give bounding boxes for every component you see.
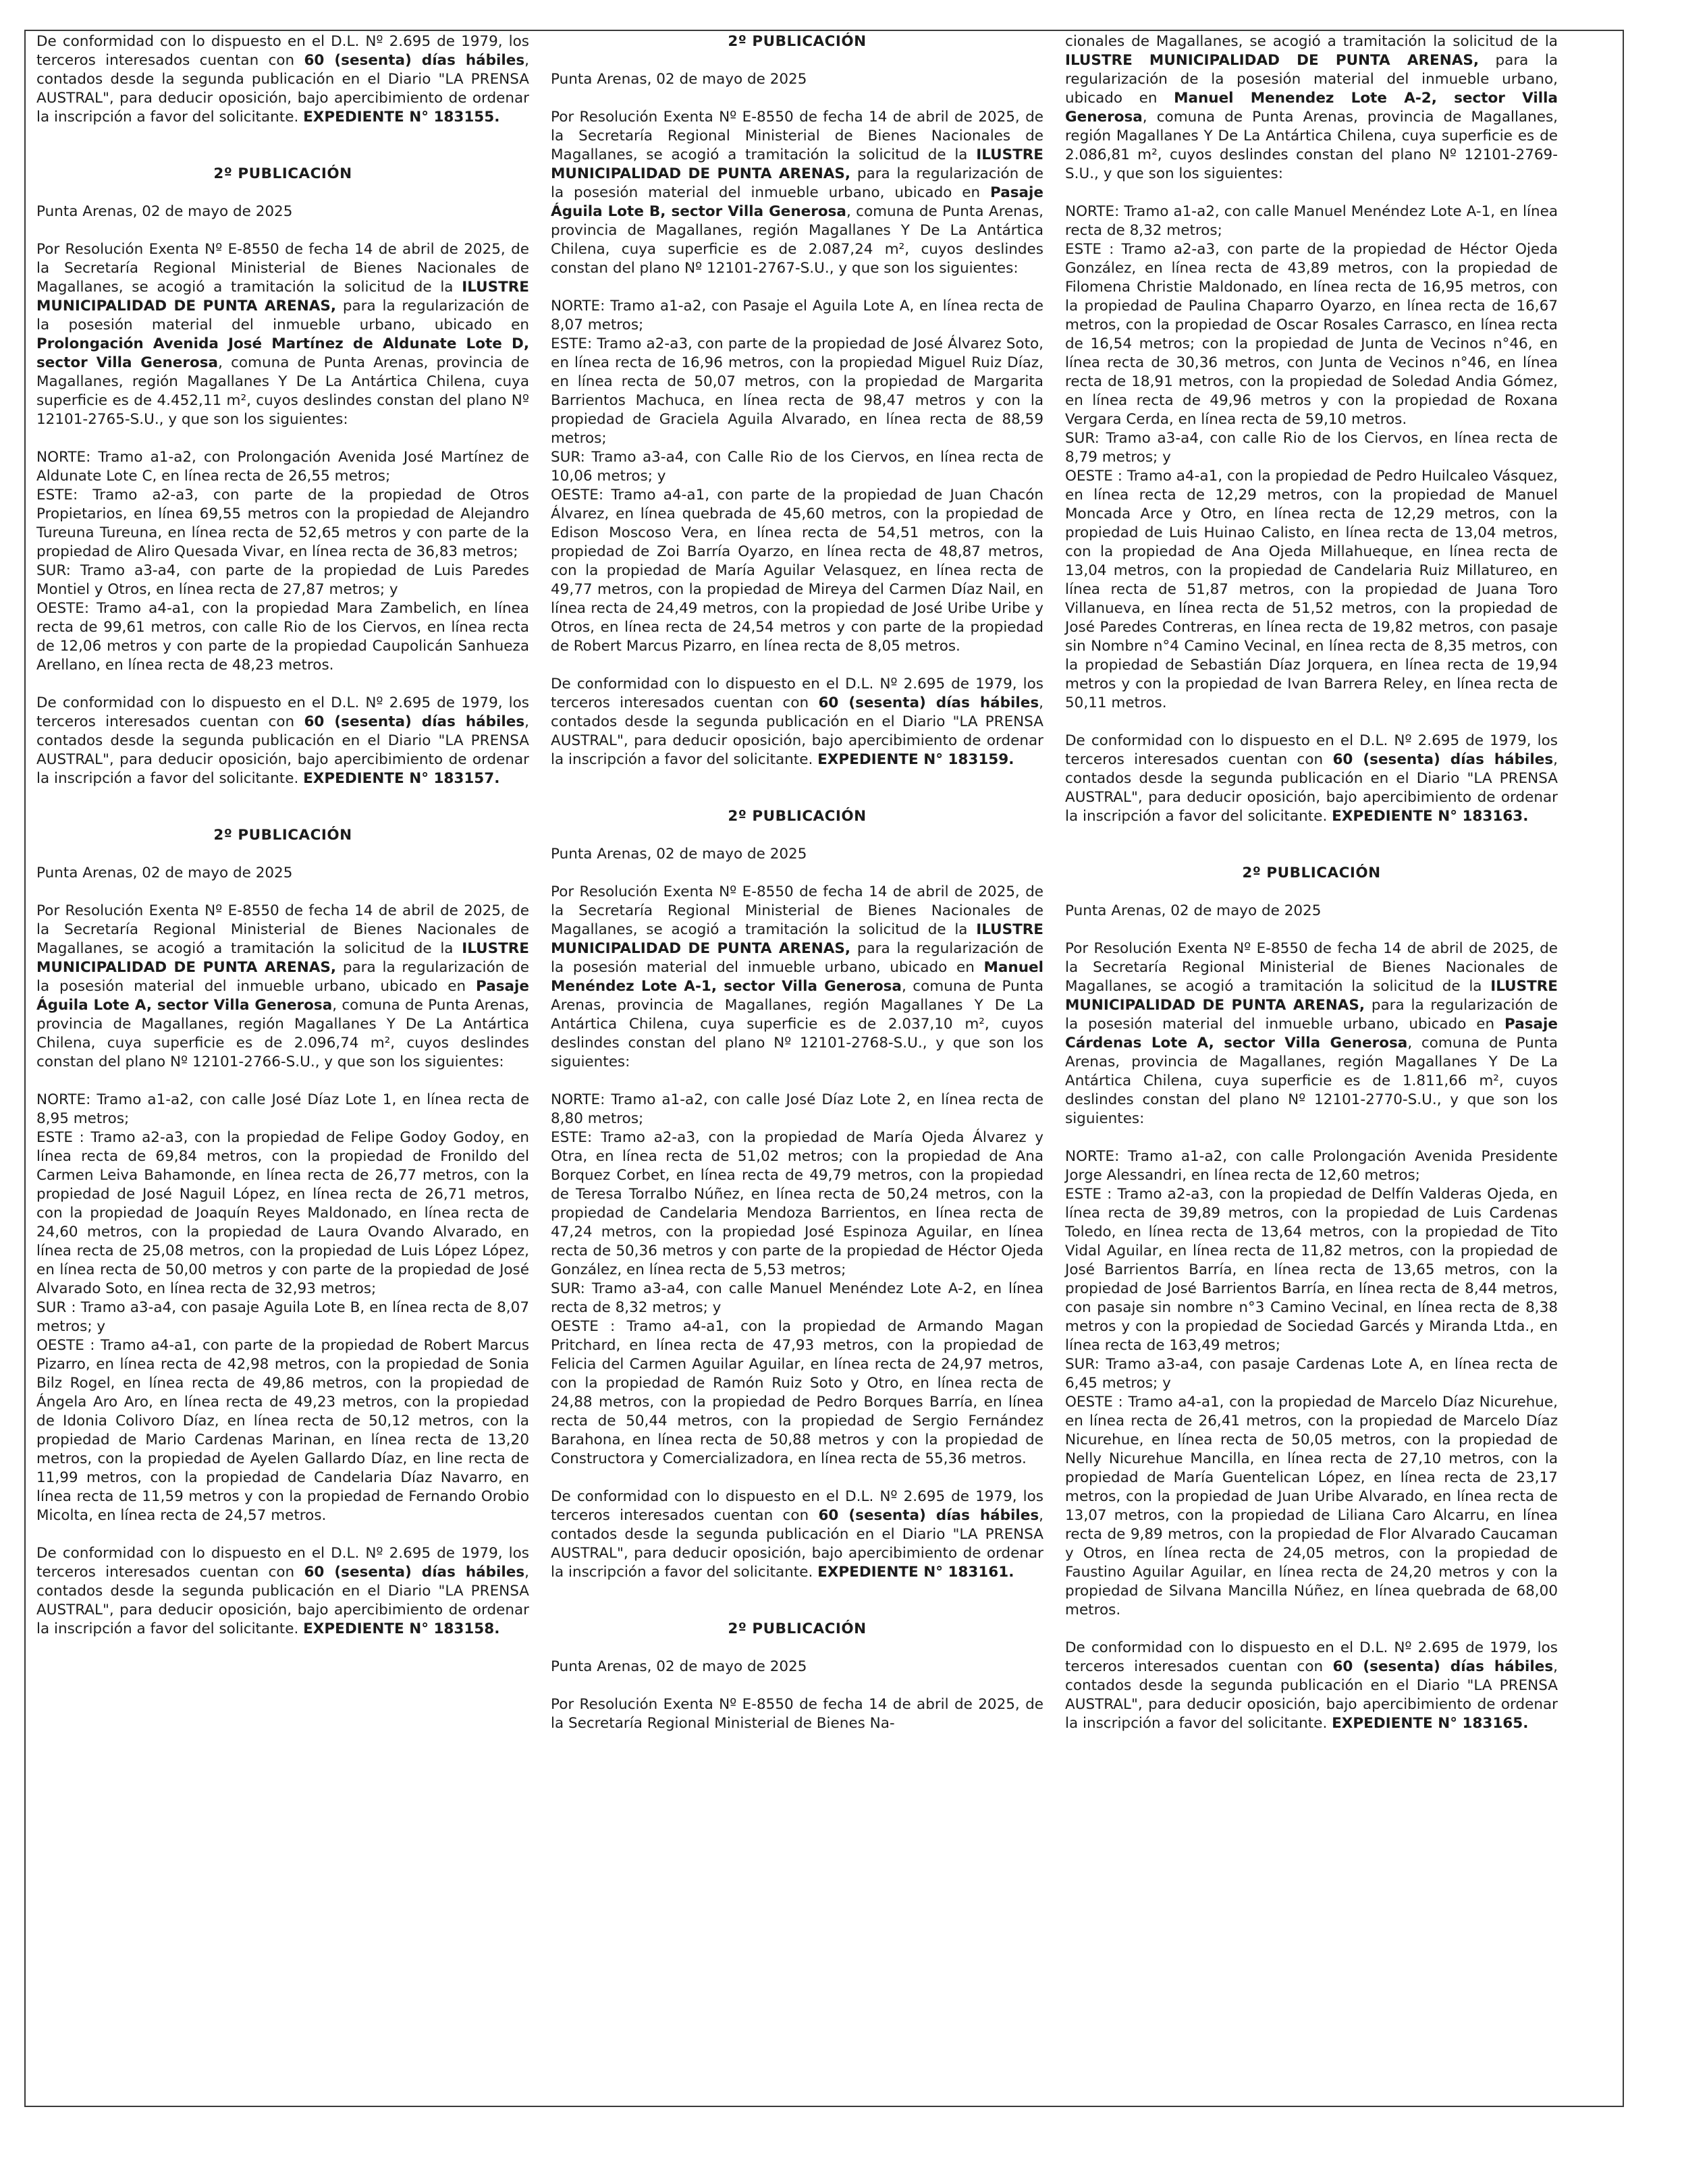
closing-paragraph-183158: De conformidad con lo dispuesto en el D.L. Nº 2.695 de 1979, los terceros interesados cuentan con 60 (sesenta) días hábiles, contados desde la segunda publicación en el Diario "LA PRENSA AUSTRAL", para deducir oposición, bajo apercibimiento de ordenar la inscripción a favor del solicitante. EXPEDIENTE N° 183158. xyxy=(36,1545,529,1637)
notice-heading: 2º PUBLICACIÓN xyxy=(728,808,867,825)
notice-heading: 2º PUBLICACIÓN xyxy=(213,827,352,844)
boundary-west: OESTE: Tramo a4-a1, con parte de la propiedad de Juan Chacón Álvarez, en línea quebrada de 45,60 metros, con la propiedad de Edison Moscoso Vera, en línea recta de 54,51 metros, con la propiedad de Zoi Barría Oyarzo, en línea recta de 48,87 metros, con la propiedad de María Aguilar Velasquez, en línea recta de 49,77 metros, con la propiedad de Mireya del Carmen Díaz Nail, en línea recta de 24,49 metros, con la propiedad de José Uribe Uribe y Otros, en línea recta de 24,54 metros y con parte de la propiedad de Robert Marcus Pizarro, en línea recta de 8,05 metros. xyxy=(551,487,1043,655)
dateline: Punta Arenas, 02 de mayo de 2025 xyxy=(36,203,293,220)
boundary-north: NORTE: Tramo a1-a2, con calle José Díaz Lote 2, en línea recta de 8,80 metros; xyxy=(551,1091,1043,1127)
closing-paragraph-183163: De conformidad con lo dispuesto en el D.L. Nº 2.695 de 1979, los terceros interesados cuentan con 60 (sesenta) días hábiles, contados desde la segunda publicación en el Diario "LA PRENSA AUSTRAL", para deducir oposición, bajo apercibimiento de ordenar la inscripción a favor del solicitante. EXPEDIENTE N° 183163. xyxy=(1065,732,1558,825)
closing-paragraph-183165: De conformidad con lo dispuesto en el D.L. Nº 2.695 de 1979, los terceros interesados cuentan con 60 (sesenta) días hábiles, contados desde la segunda publicación en el Diario "LA PRENSA AUSTRAL", para deducir oposición, bajo apercibimiento de ordenar la inscripción a favor del solicitante. EXPEDIENTE N° 183165. xyxy=(1065,1639,1558,1732)
dateline: Punta Arenas, 02 de mayo de 2025 xyxy=(551,846,807,863)
resolution-paragraph: Por Resolución Exenta Nº E-8550 de fecha 14 de abril de 2025, de la Secretaría Regional Ministerial de Bienes Nacionales de Magallanes, se acogió a tramitación la solicitud de la ILUSTRE MUNICIPALIDAD DE PUNTA ARENAS, para la regularización de la posesión material del inmueble urbano, ubicado en Prolongación Avenida José Martínez de Aldunate Lote D, sector Villa Generosa, comuna de Punta Arenas, provincia de Magallanes, región Magallanes Y De La Antártica Chilena, cuya superficie es de 4.452,11 m², cuyos deslindes constan del plano Nº 12101-2765-S.U., y que son los siguientes: xyxy=(36,241,530,428)
boundary-west: OESTE: Tramo a4-a1, con la propiedad Mara Zambelich, en línea recta de 99,61 metros, con calle Rio de los Ciervos, en línea recta de 12,06 metros y con parte de la propiedad Caupolicán Sanhueza Arellano, en línea recta de 48,23 metros. xyxy=(36,600,529,674)
boundary-east: ESTE : Tramo a2-a3, con la propiedad de Delfín Valderas Ojeda, en línea recta de 39,89 metros, con la propiedad de Luis Cardenas Toledo, en línea recta de 13,64 metros, con la propiedad de Tito Vidal Aguilar, en línea recta de 11,82 metros, con la propiedad de José Barrientos Barría, en línea recta de 13,65 metros, con la propiedad de José Barrientos Barría, en línea recta de 8,44 metros, con pasaje sin nombre n°3 Camino Vecinal, en línea recta de 8,38 metros y con la propiedad de Sociedad Garcés y Miranda Ltda., en línea recta de 163,49 metros; xyxy=(1065,1186,1558,1354)
notice-heading: 2º PUBLICACIÓN xyxy=(728,1620,867,1637)
resolution-paragraph: Por Resolución Exenta Nº E-8550 de fecha 14 de abril de 2025, de la Secretaría Regional Ministerial de Bienes Nacionales de Magallanes, se acogió a tramitación la solicitud de la ILUSTRE MUNICIPALIDAD DE PUNTA ARENAS, para la regularización de la posesión material del inmueble urbano, ubicado en Pasaje Águila Lote B, sector Villa Generosa, comuna de Punta Arenas, provincia de Magallanes, región Magallanes Y De La Antártica Chilena, cuya superficie es de 2.087,24 m², cuyos deslindes constan del plano Nº 12101-2767-S.U., y que son los siguientes: xyxy=(551,109,1044,277)
boundary-east: ESTE: Tramo a2-a3, con parte de la propiedad de Otros Propietarios, en línea 69,55 metros con la propiedad de Alejandro Tureuna Tureuna, en línea recta de 52,65 metros y con parte de la propiedad de Aliro Quesada Vivar, en línea recta de 36,83 metros; xyxy=(36,487,529,560)
closing-paragraph-183155: De conformidad con lo dispuesto en el D.L. Nº 2.695 de 1979, los terceros interesados cuentan con 60 (sesenta) días hábiles, contados desde la segunda publicación en el Diario "LA PRENSA AUSTRAL", para deducir oposición, bajo apercibimiento de ordenar la inscripción a favor del solicitante. EXPEDIENTE N° 183155. xyxy=(36,33,529,126)
boundary-south: SUR : Tramo a3-a4, con pasaje Aguila Lote B, en línea recta de 8,07 metros; y xyxy=(36,1299,529,1335)
boundary-west: OESTE : Tramo a4-a1, con la propiedad de Pedro Huilcaleo Vásquez, en línea recta de 12,29 metros, con la propiedad de Manuel Moncada Arce y Otro, en línea recta de 12,29 metros, con la propiedad de Luis Huinao Calisto, en línea recta de 13,04 metros, con la propiedad de Ana Ojeda Millahueque, en línea recta de 13,04 metros, con la propiedad de Candelaria Ruiz Millatureo, en línea recta de 51,87 metros, con la propiedad de Juana Toro Villanueva, en línea recta de 51,52 metros, con la propiedad de José Paredes Contreras, en línea recta de 19,82 metros, con pasaje sin Nombre n°4 Camino Vecinal, en línea recta de 8,35 metros, con la propiedad de Sebastián Díaz Jorquera, en línea recta de 19,94 metros y con la propiedad de Ivan Barrera Reley, en línea recta de 50,11 metros. xyxy=(1065,468,1558,711)
boundary-north: NORTE: Tramo a1-a2, con Pasaje el Aguila Lote A, en línea recta de 8,07 metros; xyxy=(551,298,1043,333)
boundary-east: ESTE : Tramo a2-a3, con parte de la propiedad de Héctor Ojeda González, en línea recta de 43,89 metros, con la propiedad de Filomena Christie Maldonado, en línea recta de 16,95 metros, con la propiedad de Paulina Chaparro Oyarzo, en línea recta de 16,67 metros, con la propiedad de Oscar Rosales Carrasco, en línea recta de 16,54 metros; con la propiedad de Junta de Vecinos n°46, en línea recta de 30,36 metros, con Junta de Vecinos n°46, en línea recta de 18,91 metros, con la propiedad de Soledad Andia Gómez, en línea recta de 49,96 metros y con la propiedad de Roxana Vergara Cerda, en línea recta de 59,10 metros. xyxy=(1065,241,1558,428)
boundary-south: SUR: Tramo a3-a4, con Calle Rio de los Ciervos, en línea recta de 10,06 metros; y xyxy=(551,449,1043,485)
closing-paragraph-183159: De conformidad con lo dispuesto en el D.L. Nº 2.695 de 1979, los terceros interesados cuentan con 60 (sesenta) días hábiles, contados desde la segunda publicación en el Diario "LA PRENSA AUSTRAL", para deducir oposición, bajo apercibimiento de ordenar la inscripción a favor del solicitante. EXPEDIENTE N° 183159. xyxy=(551,676,1043,768)
boundary-south: SUR: Tramo a3-a4, con parte de la propiedad de Luis Paredes Montiel y Otros, en línea recta de 27,87 metros; y xyxy=(36,562,529,598)
closing-paragraph-183157: De conformidad con lo dispuesto en el D.L. Nº 2.695 de 1979, los terceros interesados cuentan con 60 (sesenta) días hábiles, contados desde la segunda publicación en el Diario "LA PRENSA AUSTRAL", para deducir oposición, bajo apercibimiento de ordenar la inscripción a favor del solicitante. EXPEDIENTE N° 183157. xyxy=(36,694,529,787)
notice-heading: 2º PUBLICACIÓN xyxy=(728,33,867,50)
boundary-west: OESTE : Tramo a4-a1, con la propiedad de Armando Magan Pritchard, en línea recta de 47,93 metros, con la propiedad de Felicia del Carmen Aguilar Aguilar, en línea recta de 24,97 metros, con la propiedad de Ramón Ruiz Soto y Otro, en línea recta de 24,88 metros, con la propiedad de Pedro Borques Barría, en línea recta de 50,44 metros, con la propiedad de Sergio Fernández Barahona, en línea recta de 50,88 metros y con la propiedad de Constructora y Comercializadora, en línea recta de 55,36 metros. xyxy=(551,1318,1043,1467)
notice-heading: 2º PUBLICACIÓN xyxy=(1242,865,1381,881)
boundary-west: OESTE : Tramo a4-a1, con la propiedad de Marcelo Díaz Nicurehue, en línea recta de 26,41 metros, con la propiedad de Marcelo Díaz Nicurehue, en línea recta de 50,05 metros, con la propiedad de Nelly Nicurehue Mancilla, en línea recta de 27,10 metros, con la propiedad de María Guentelican López, en línea recta de 23,17 metros, con la propiedad de Juan Uribe Alvarado, en línea recta de 13,07 metros, con la propiedad de Liliana Caro Alcarru, en línea recta de 9,89 metros, con la propiedad de Flor Alvarado Caucaman y Otros, en línea recta de 24,05 metros, con la propiedad de Faustino Aguilar Aguilar, en línea recta de 24,20 metros y con la propiedad de Silvana Mancilla Núñez, en línea quebrada de 68,00 metros. xyxy=(1065,1394,1558,1618)
closing-paragraph-183161: De conformidad con lo dispuesto en el D.L. Nº 2.695 de 1979, los terceros interesados cuentan con 60 (sesenta) días hábiles, contados desde la segunda publicación en el Diario "LA PRENSA AUSTRAL", para deducir oposición, bajo apercibimiento de ordenar la inscripción a favor del solicitante. EXPEDIENTE N° 183161. xyxy=(551,1488,1043,1581)
boundary-south: SUR: Tramo a3-a4, con calle Rio de los Ciervos, en línea recta de 8,79 metros; y xyxy=(1065,430,1558,466)
notice-heading: 2º PUBLICACIÓN xyxy=(213,165,352,182)
column-3 xyxy=(1065,32,1558,1752)
resolution-paragraph-partial: Por Resolución Exenta Nº E-8550 de fecha 14 de abril de 2025, de la Secretaría Regional Ministerial de Bienes Na- xyxy=(551,1696,1043,1732)
boundary-south: SUR: Tramo a3-a4, con pasaje Cardenas Lote A, en línea recta de 6,45 metros; y xyxy=(1065,1356,1558,1392)
resolution-paragraph: Por Resolución Exenta Nº E-8550 de fecha 14 de abril de 2025, de la Secretaría Regional Ministerial de Bienes Nacionales de Magallanes, se acogió a tramitación la solicitud de la ILUSTRE MUNICIPALIDAD DE PUNTA ARENAS, para la regularización de la posesión material del inmueble urbano, ubicado en Pasaje Águila Lote A, sector Villa Generosa, comuna de Punta Arenas, provincia de Magallanes, región Magallanes Y De La Antártica Chilena, cuya superficie es de 2.096,74 m², cuyos deslindes constan del plano Nº 12101-2766-S.U., y que son los siguientes: xyxy=(36,902,529,1070)
dateline: Punta Arenas, 02 de mayo de 2025 xyxy=(551,1658,807,1675)
boundary-east: ESTE: Tramo a2-a3, con parte de la propiedad de José Álvarez Soto, en línea recta de 16,96 metros, con la propiedad Miguel Ruiz Díaz, en línea recta de 50,07 metros, con la propiedad de Margarita Barrientos Machuca, en línea recta de 98,47 metros y con la propiedad de Graciela Aguila Alvarado, en línea recta de 88,59 metros; xyxy=(551,335,1043,447)
resolution-paragraph-continued: cionales de Magallanes, se acogió a tramitación la solicitud de la ILUSTRE MUNICIPALIDAD DE PUNTA ARENAS, para la regularización de la posesión material del inmueble urbano, ubicado en Manuel Menendez Lote A-2, sector Villa Generosa, comuna de Punta Arenas, provincia de Magallanes, región Magallanes Y De La Antártica Chilena, cuya superficie es de 2.086,81 m², cuyos deslindes constan del plano Nº 12101-2769-S.U., y que son los siguientes: xyxy=(1065,33,1558,182)
column-1 xyxy=(36,32,529,1658)
boundary-north: NORTE: Tramo a1-a2, con calle Manuel Menéndez Lote A-1, en línea recta de 8,32 metros; xyxy=(1065,203,1558,239)
dateline: Punta Arenas, 02 de mayo de 2025 xyxy=(36,865,293,881)
column-2 xyxy=(551,32,1043,1752)
boundary-west: OESTE : Tramo a4-a1, con parte de la propiedad de Robert Marcus Pizarro, en línea recta de 42,98 metros, con la propiedad de Sonia Bilz Rogel, en línea recta de 49,86 metros, con la propiedad de Ángela Aro Aro, en línea recta de 49,23 metros, con la propiedad de Idonia Colivoro Díaz, en línea recta de 50,12 metros, con la propiedad de Mario Cardenas Marinan, en línea recta de 13,20 metros, con la propiedad de Ayelen Gallardo Díaz, en line recta de 11,99 metros, con la propiedad de Candelaria Díaz Navarro, en línea recta de 11,59 metros y con la propiedad de Fernando Orobio Micolta, en línea recta de 24,57 metros. xyxy=(36,1337,529,1524)
resolution-paragraph: Por Resolución Exenta Nº E-8550 de fecha 14 de abril de 2025, de la Secretaría Regional Ministerial de Bienes Nacionales de Magallanes, se acogió a tramitación la solicitud de la ILUSTRE MUNICIPALIDAD DE PUNTA ARENAS, para la regularización de la posesión material del inmueble urbano, ubicado en Pasaje Cárdenas Lote A, sector Villa Generosa, comuna de Punta Arenas, provincia de Magallanes, región Magallanes Y De La Antártica Chilena, cuya superficie es de 1.811,66 m², cuyos deslindes constan del plano Nº 12101-2770-S.U., y que son los siguientes: xyxy=(1065,940,1558,1127)
boundary-north: NORTE: Tramo a1-a2, con Prolongación Avenida José Martínez de Aldunate Lote C, en línea recta de 26,55 metros; xyxy=(36,449,529,485)
resolution-paragraph: Por Resolución Exenta Nº E-8550 de fecha 14 de abril de 2025, de la Secretaría Regional Ministerial de Bienes Nacionales de Magallanes, se acogió a tramitación la solicitud de la ILUSTRE MUNICIPALIDAD DE PUNTA ARENAS, para la regularización de la posesión material del inmueble urbano, ubicado en Manuel Menéndez Lote A-1, sector Villa Generosa, comuna de Punta Arenas, provincia de Magallanes, región Magallanes Y De La Antártica Chilena, cuya superficie es de 2.037,10 m², cuyos deslindes constan del plano Nº 12101-2768-S.U., y que son los siguientes: xyxy=(551,883,1043,1070)
dateline: Punta Arenas, 02 de mayo de 2025 xyxy=(1065,902,1322,919)
boundary-north: NORTE: Tramo a1-a2, con calle José Díaz Lote 1, en línea recta de 8,95 metros; xyxy=(36,1091,529,1127)
boundary-east: ESTE : Tramo a2-a3, con la propiedad de Felipe Godoy Godoy, en línea recta de 69,84 metros, con la propiedad de Fronildo del Carmen Leiva Bahamonde, en línea recta de 26,77 metros, con la propiedad de José Naguil López, en línea recta de 26,71 metros, con la propiedad de Joaquín Reyes Maldonado, en línea recta de 24,60 metros, con la propiedad de Laura Ovando Alvarado, en línea recta de 25,08 metros, con la propiedad de Luis López López, en línea recta de 50,00 metros y con parte de la propiedad de José Alvarado Soto, en línea recta de 32,93 metros; xyxy=(36,1129,529,1297)
boundary-east: ESTE: Tramo a2-a3, con la propiedad de María Ojeda Álvarez y Otra, en línea recta de 51,02 metros; con la propiedad de Ana Borquez Corbet, en línea recta de 49,79 metros, con la propiedad de Teresa Torralbo Núñez, en línea recta de 50,24 metros, con la propiedad de Candelaria Mendoza Barrientos, en línea recta de 47,24 metros, con la propiedad José Espinoza Aguilar, en línea recta de 50,36 metros y con parte de la propiedad de Héctor Ojeda González, en línea recta de 5,53 metros; xyxy=(551,1129,1043,1278)
boundary-north: NORTE: Tramo a1-a2, con calle Prolongación Avenida Presidente Jorge Alessandri, en línea recta de 12,60 metros; xyxy=(1065,1148,1558,1184)
dateline: Punta Arenas, 02 de mayo de 2025 xyxy=(551,71,807,88)
boundary-south: SUR: Tramo a3-a4, con calle Manuel Menéndez Lote A-2, en línea recta de 8,32 metros; y xyxy=(551,1280,1043,1316)
